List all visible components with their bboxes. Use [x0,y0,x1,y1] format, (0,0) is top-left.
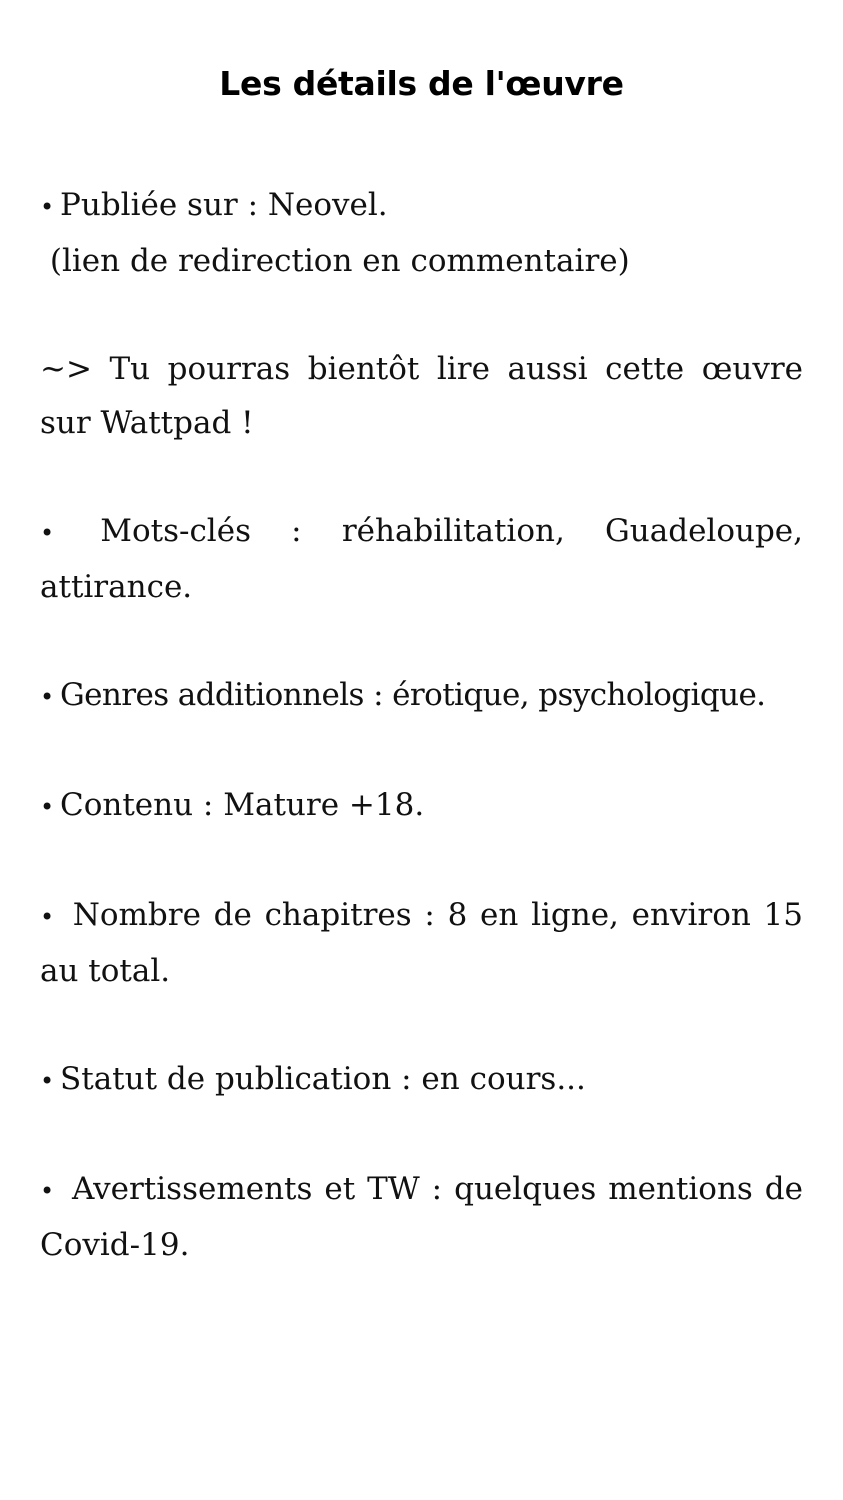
detail-keywords [40,504,803,614]
detail-text: Publiée sur : Neovel. [60,187,388,223]
detail-text: Contenu : Mature +18. [60,787,425,823]
arrow-prefix: ~> [40,351,92,387]
bullet-icon: • [40,1177,55,1205]
detail-text: Nombre de chapitres : 8 en ligne, environ 15 au total. [40,897,803,989]
detail-wattpad-note [40,342,803,450]
detail-warnings [40,1162,803,1272]
bullet-icon: • [40,683,54,711]
bullet-icon: • [40,793,55,821]
bullet-icon: • [40,193,55,221]
detail-text: Tu pourras bientôt lire aussi cette œuvre sur Wattpad ! [40,351,803,441]
detail-published-on [40,178,803,288]
detail-genres [40,668,803,724]
bullet-icon: • [40,519,55,547]
detail-line [40,178,803,234]
detail-content-rating [40,778,803,834]
page-title: Les détails de l'œuvre [219,64,624,103]
detail-chapter-count [40,888,803,998]
detail-text: Genres additionnels : érotique, psychologique. [60,677,766,713]
detail-publication-status [40,1052,803,1108]
details-list [40,178,803,1272]
bullet-icon: • [40,903,55,931]
detail-text: Statut de publication : en cours... [60,1061,586,1097]
detail-text: Mots-clés : réhabilitation, Guadeloupe, attirance. [40,513,803,605]
bullet-icon: • [40,1067,55,1095]
detail-line: (lien de redirection en commentaire) [40,243,630,279]
detail-text: Avertissements et TW : quelques mentions de Covid-19. [40,1171,803,1263]
